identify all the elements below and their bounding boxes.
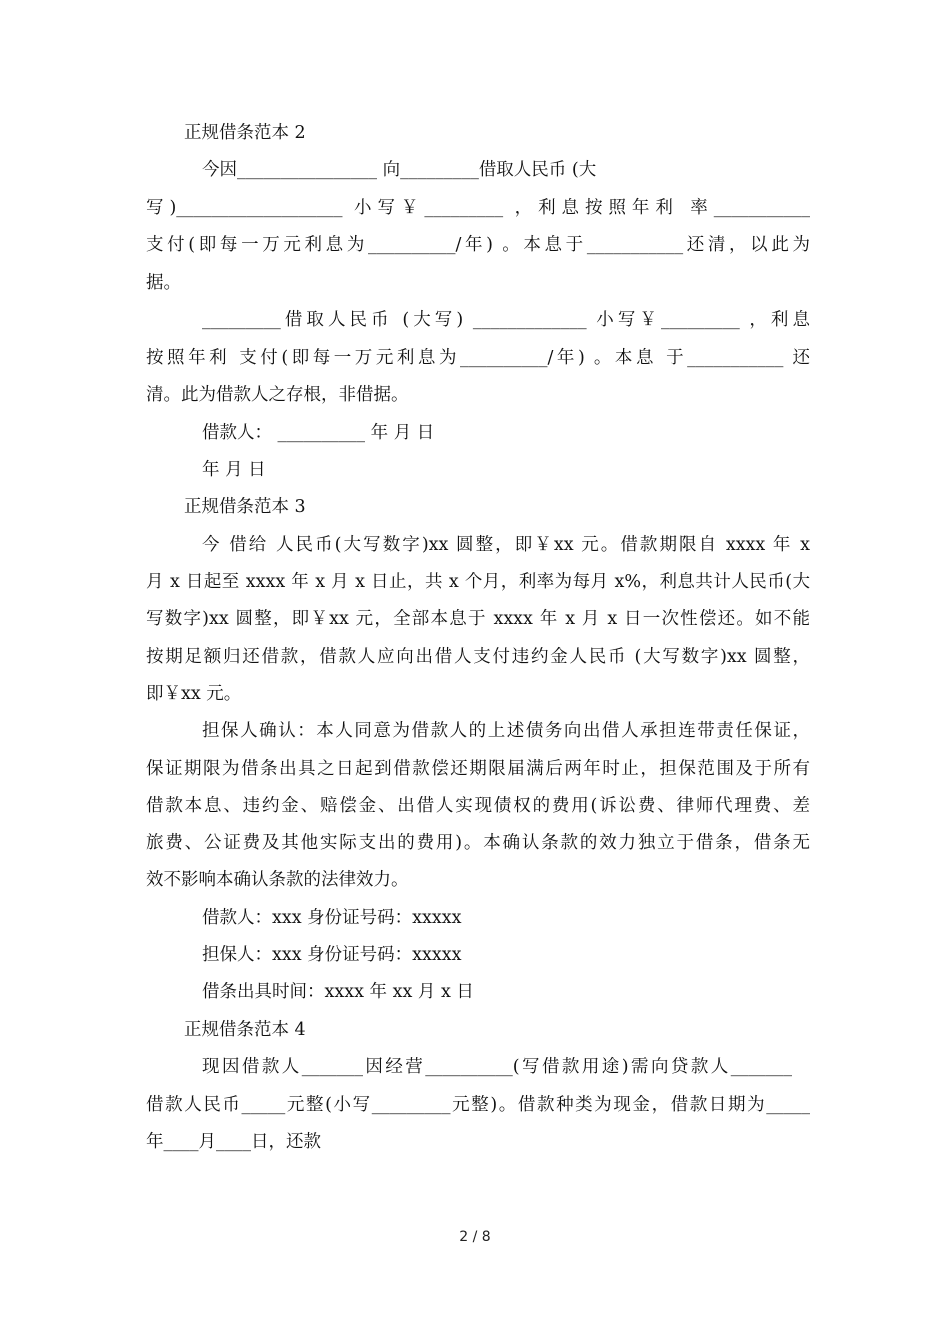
paragraph-line: 月 x 日起至 xxxx 年 x 月 x 日止，共 x 个月，利率为每月 x%，利息共计人民币(大 <box>146 572 810 592</box>
paragraph-line: _________借取人民币 (大写) _____________ 小写￥_________ ，利息 <box>202 310 810 330</box>
paragraph-line: 支付(即每一万元利息为__________/年) 。本息于___________还清，以此为 <box>146 235 810 255</box>
paragraph-line: 清。此为借款人之存根，非借据。 <box>146 385 409 405</box>
paragraph-line: 现因借款人_______因经营__________(写借款用途)需向贷款人_______ <box>202 1057 792 1077</box>
paragraph-line: 按期足额归还借款，借款人应向出借人支付违约金人民币 (大写数字)xx 圆整， <box>146 647 810 667</box>
paragraph-line: 效不影响本确认条款的法律效力。 <box>146 870 409 890</box>
borrower-info: 借款人：xxx 身份证号码：xxxxx <box>202 908 462 928</box>
page-number: 2 / 8 <box>459 1229 491 1245</box>
paragraph-line: 按照年利 支付(即每一万元利息为__________/年) 。本息 于___________ 还 <box>146 348 810 368</box>
paragraph-line: 写)___________________ 小写￥_________ ，利息按照年利 率___________ <box>146 198 810 218</box>
section-heading: 正规借条范本 2 <box>184 123 306 143</box>
paragraph-line: 即￥xx 元。 <box>146 684 242 704</box>
date-line: 年 月 日 <box>202 460 266 480</box>
paragraph-line: 担保人确认：本人同意为借款人的上述债务向出借人承担连带责任保证， <box>202 721 810 741</box>
paragraph-line: 保证期限为借条出具之日起到借款偿还期限届满后两年时止，担保范围及于所有 <box>146 759 810 779</box>
paragraph-line: 旅费、公证费及其他实际支出的费用)。本确认条款的效力独立于借条，借条无 <box>146 833 810 853</box>
paragraph-line: 据。 <box>146 273 181 293</box>
signature-line: 借款人： __________ 年 月 日 <box>202 423 435 443</box>
section-heading: 正规借条范本 3 <box>184 497 306 517</box>
paragraph-line: 借款人民币_____元整(小写_________元整)。借款种类为现金，借款日期为_____ <box>146 1095 810 1115</box>
guarantor-info: 担保人：xxx 身份证号码：xxxxx <box>202 945 462 965</box>
issue-date: 借条出具时间：xxxx 年 xx 月 x 日 <box>202 982 474 1002</box>
paragraph-line: 写数字)xx 圆整，即￥xx 元，全部本息于 xxxx 年 x 月 x 日一次性偿还。如不能 <box>146 609 810 629</box>
paragraph-line: 借款本息、违约金、赔偿金、出借人实现债权的费用(诉讼费、律师代理费、差 <box>146 796 810 816</box>
paragraph-line: 今因________________ 向_________借取人民币 (大 <box>202 160 597 180</box>
paragraph-line: 年____月____日，还款 <box>146 1132 321 1152</box>
paragraph-line: 今 借给 人民币(大写数字)xx 圆整，即￥xx 元。借款期限自 xxxx 年 x <box>202 535 810 555</box>
section-heading: 正规借条范本 4 <box>184 1020 306 1040</box>
